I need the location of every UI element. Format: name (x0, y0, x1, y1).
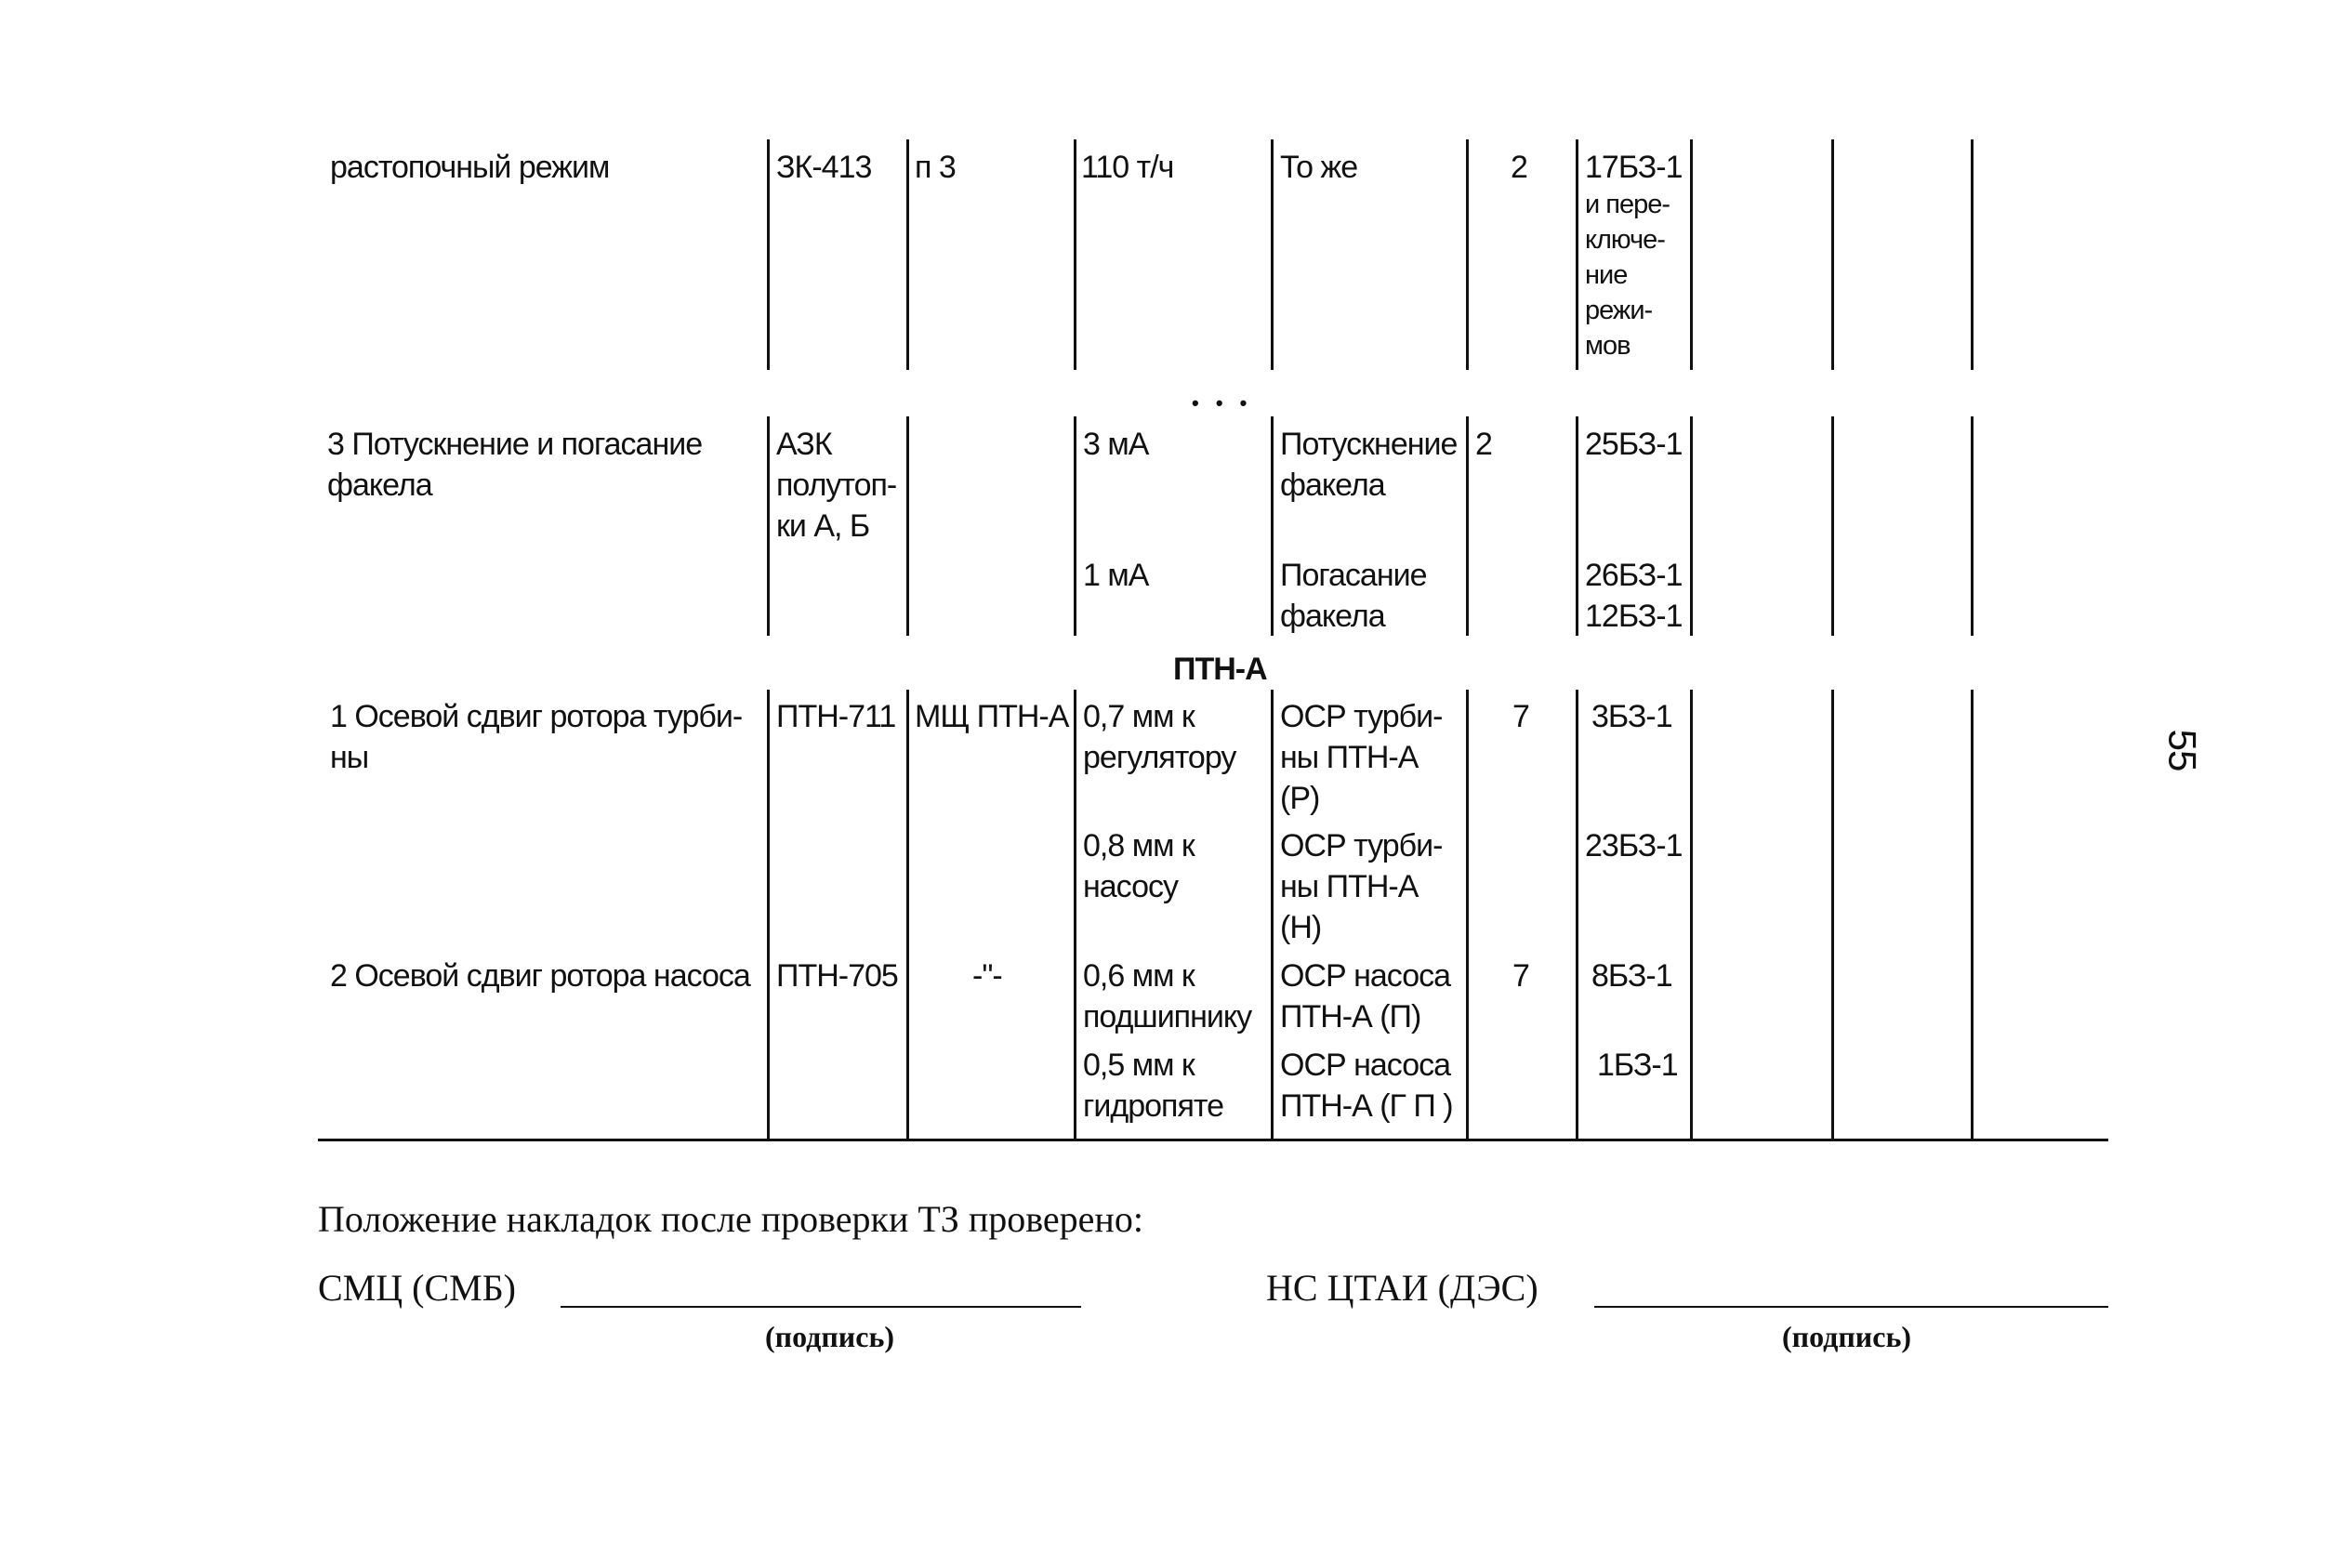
param-cell: ны (330, 740, 369, 775)
column-divider (1831, 139, 1834, 370)
column-divider (767, 416, 770, 636)
column-divider (1690, 690, 1693, 1140)
action-cell: Погасание (1280, 558, 1427, 593)
device-cell: ПТН-705 (776, 958, 898, 994)
column-divider (906, 139, 909, 370)
signature-left-caption: (подпись) (765, 1320, 895, 1353)
count-cell: 2 (1511, 150, 1527, 185)
plate-cell: 17БЗ-1 (1585, 150, 1683, 185)
setpoint-cell: насосу (1083, 869, 1178, 904)
count-cell: 7 (1512, 699, 1529, 734)
location-cell: МЩ ПТН-А (915, 699, 1069, 734)
column-divider (1690, 139, 1693, 370)
action-cell: Потускнение (1280, 427, 1458, 462)
plate-cell: 12БЗ-1 (1585, 599, 1683, 634)
column-divider (906, 690, 909, 1140)
signature-right-caption: (подпись) (1782, 1320, 1912, 1353)
plate-cell: 26БЗ-1 (1585, 558, 1683, 593)
column-divider (1831, 416, 1834, 636)
plate-cell: 23БЗ-1 (1585, 828, 1683, 863)
action-cell: То же (1280, 150, 1358, 185)
page-number: 55 (2160, 729, 2205, 771)
signature-right-label: НС ЦТАИ (ДЭС) (1266, 1267, 1538, 1309)
setpoint-cell: регулятору (1083, 740, 1236, 775)
column-divider (1466, 416, 1469, 636)
table-bottom-rule (318, 1139, 2108, 1141)
setpoint-cell: 0,8 мм к (1083, 828, 1195, 863)
count-cell: 2 (1475, 427, 1492, 462)
param-cell: 3 Потускнение и погасание (327, 427, 703, 462)
setpoint-cell: 0,7 мм к (1083, 699, 1195, 734)
signature-left-line[interactable] (561, 1306, 1081, 1308)
column-divider (1971, 416, 1974, 636)
plate-cell: 3БЗ-1 (1591, 699, 1672, 734)
column-divider (1074, 139, 1076, 370)
section-title: ПТН-А (1173, 652, 1267, 687)
location-cell: п 3 (915, 150, 956, 185)
column-divider (1466, 690, 1469, 1140)
column-divider (1971, 139, 1974, 370)
action-cell: ОСР турби- (1280, 699, 1443, 734)
signature-right-line[interactable] (1594, 1306, 2108, 1308)
action-cell: факела (1280, 599, 1385, 634)
signature-left-label: СМЦ (СМБ) (318, 1267, 516, 1309)
location-cell: -"- (972, 958, 1002, 994)
param-cell: растопочный режим (330, 150, 610, 185)
column-divider (1576, 690, 1578, 1140)
setpoint-cell: 1 мА (1083, 558, 1149, 593)
setpoint-cell: гидропяте (1083, 1088, 1223, 1124)
setpoint-cell: 0,5 мм к (1083, 1048, 1195, 1083)
column-divider (767, 690, 770, 1140)
plate-cell: 8БЗ-1 (1591, 958, 1672, 994)
column-divider (1690, 416, 1693, 636)
plate-cell-note: ключе- (1585, 225, 1665, 255)
column-divider (1831, 690, 1834, 1140)
action-cell: ОСР турби- (1280, 828, 1443, 863)
ellipsis-marker: • • • (1192, 391, 1253, 415)
plate-cell-note: и пере- (1585, 190, 1670, 219)
action-cell: ПТН-А (Г П ) (1280, 1088, 1453, 1124)
device-cell: полутоп- (776, 468, 897, 503)
column-divider (1576, 416, 1578, 636)
device-cell: ЗК-413 (776, 150, 872, 185)
action-cell: ОСР насоса (1280, 958, 1451, 994)
column-divider (1271, 416, 1274, 636)
action-cell: (Р) (1280, 781, 1320, 816)
device-cell: АЗК (776, 427, 832, 462)
param-cell: 2 Осевой сдвиг ротора насоса (330, 958, 750, 994)
action-cell: ны ПТН-А (1280, 869, 1419, 904)
setpoint-cell: 0,6 мм к (1083, 958, 1195, 994)
column-divider (767, 139, 770, 370)
param-cell: 1 Осевой сдвиг ротора турби- (330, 699, 743, 734)
action-cell: ны ПТН-А (1280, 740, 1419, 775)
device-cell: ки А, Б (776, 508, 870, 544)
column-divider (1074, 690, 1076, 1140)
column-divider (1074, 416, 1076, 636)
setpoint-cell: подшипнику (1083, 999, 1252, 1034)
action-cell: факела (1280, 468, 1385, 503)
setpoint-cell: 110 т/ч (1081, 150, 1174, 185)
param-cell: факела (327, 468, 432, 503)
plate-cell-note: режи- (1585, 296, 1653, 325)
action-cell: ОСР насоса (1280, 1048, 1451, 1083)
column-divider (906, 416, 909, 636)
plate-cell-note: ние (1585, 260, 1628, 290)
plate-cell-note: мов (1585, 331, 1630, 361)
count-cell: 7 (1512, 958, 1529, 994)
device-cell: ПТН-711 (776, 699, 896, 734)
action-cell: ПТН-А (П) (1280, 999, 1421, 1034)
column-divider (1271, 690, 1274, 1140)
verification-statement: Положение накладок после проверки ТЗ проверено: (318, 1198, 1143, 1240)
action-cell: (Н) (1280, 910, 1322, 945)
column-divider (1576, 139, 1578, 370)
plate-cell: 25БЗ-1 (1585, 427, 1683, 462)
column-divider (1971, 690, 1974, 1140)
plate-cell: 1БЗ-1 (1597, 1048, 1678, 1083)
setpoint-cell: 3 мА (1083, 427, 1149, 462)
column-divider (1271, 139, 1274, 370)
column-divider (1466, 139, 1469, 370)
